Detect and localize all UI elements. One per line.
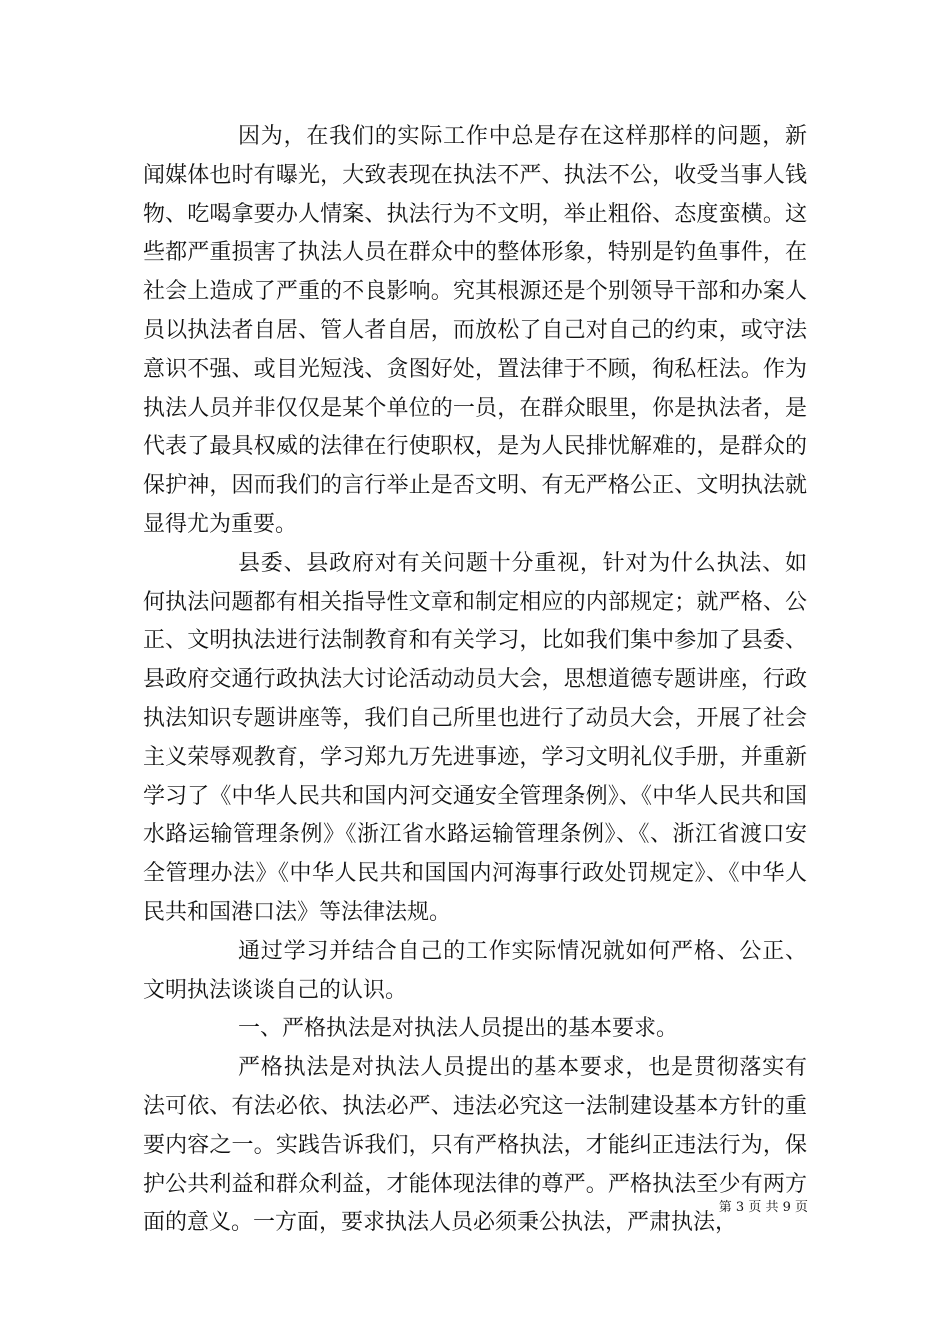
document-body	[143, 118, 807, 1243]
paragraph-1: 因为，在我们的实际工作中总是存在这样那样的问题，新闻媒体也时有曝光，大致表现在执法不严、执法不公，收受当事人钱物、吃喝拿要办人情案、执法行为不文明，举止粗俗、态度蛮横。这些都严重损害了执法人员在群众中的整体形象，特别是钓鱼事件，在社会上造成了严重的不良影响。究其根源还是个别领导干部和办案人员以执法者自居、管人者自居，而放松了自己对自己的约束，或守法意识不强、或目光短浅、贪图好处，置法律于不顾，徇私枉法。作为执法人员并非仅仅是某个单位的一员，在群众眼里，你是执法者，是代表了最具权威的法律在行使职权，是为人民排忧解难的，是群众的保护神，因而我们的言行举止是否文明、有无严格公正、文明执法就显得尤为重要。	[143, 124, 807, 537]
paragraph-4: 严格执法是对执法人员提出的基本要求，也是贯彻落实有法可依、有法必依、执法必严、违法必究这一法制建设基本方针的重要内容之一。实践告诉我们，只有严格执法，才能纠正违法行为，保护公共利益和群众利益，才能体现法律的尊严。严格执法至少有两方面的意义。一方面，要求执法人员必须秉公执法，严肃执法，	[143, 1055, 807, 1236]
paragraph-2: 县委、县政府对有关问题十分重视，针对为什么执法、如何执法问题都有相关指导性文章和制定相应的内部规定；就严格、公正、文明执法进行法制教育和有关学习，比如我们集中参加了县委、县政府交通行政执法大讨论活动动员大会，思想道德专题讲座，行政执法知识专题讲座等，我们自己所里也进行了动员大会，开展了社会主义荣辱观教育，学习郑九万先进事迹，学习文明礼仪手册，并重新学习了《中华人民共和国内河交通安全管理条例》、《中华人民共和国水路运输管理条例》《浙江省水路运输管理条例》、《、浙江省渡口安全管理办法》《中华人民共和国国内河海事行政处罚规定》、《中华人民共和国港口法》等法律法规。	[143, 550, 807, 925]
paragraph-3: 通过学习并结合自己的工作实际情况就如何严格、公正、文明执法谈谈自己的认识。	[143, 938, 807, 1003]
section-heading: 一、严格执法是对执法人员提出的基本要求。	[238, 1016, 679, 1042]
page-number: 第 3 页 共 9 页	[718, 1200, 808, 1215]
